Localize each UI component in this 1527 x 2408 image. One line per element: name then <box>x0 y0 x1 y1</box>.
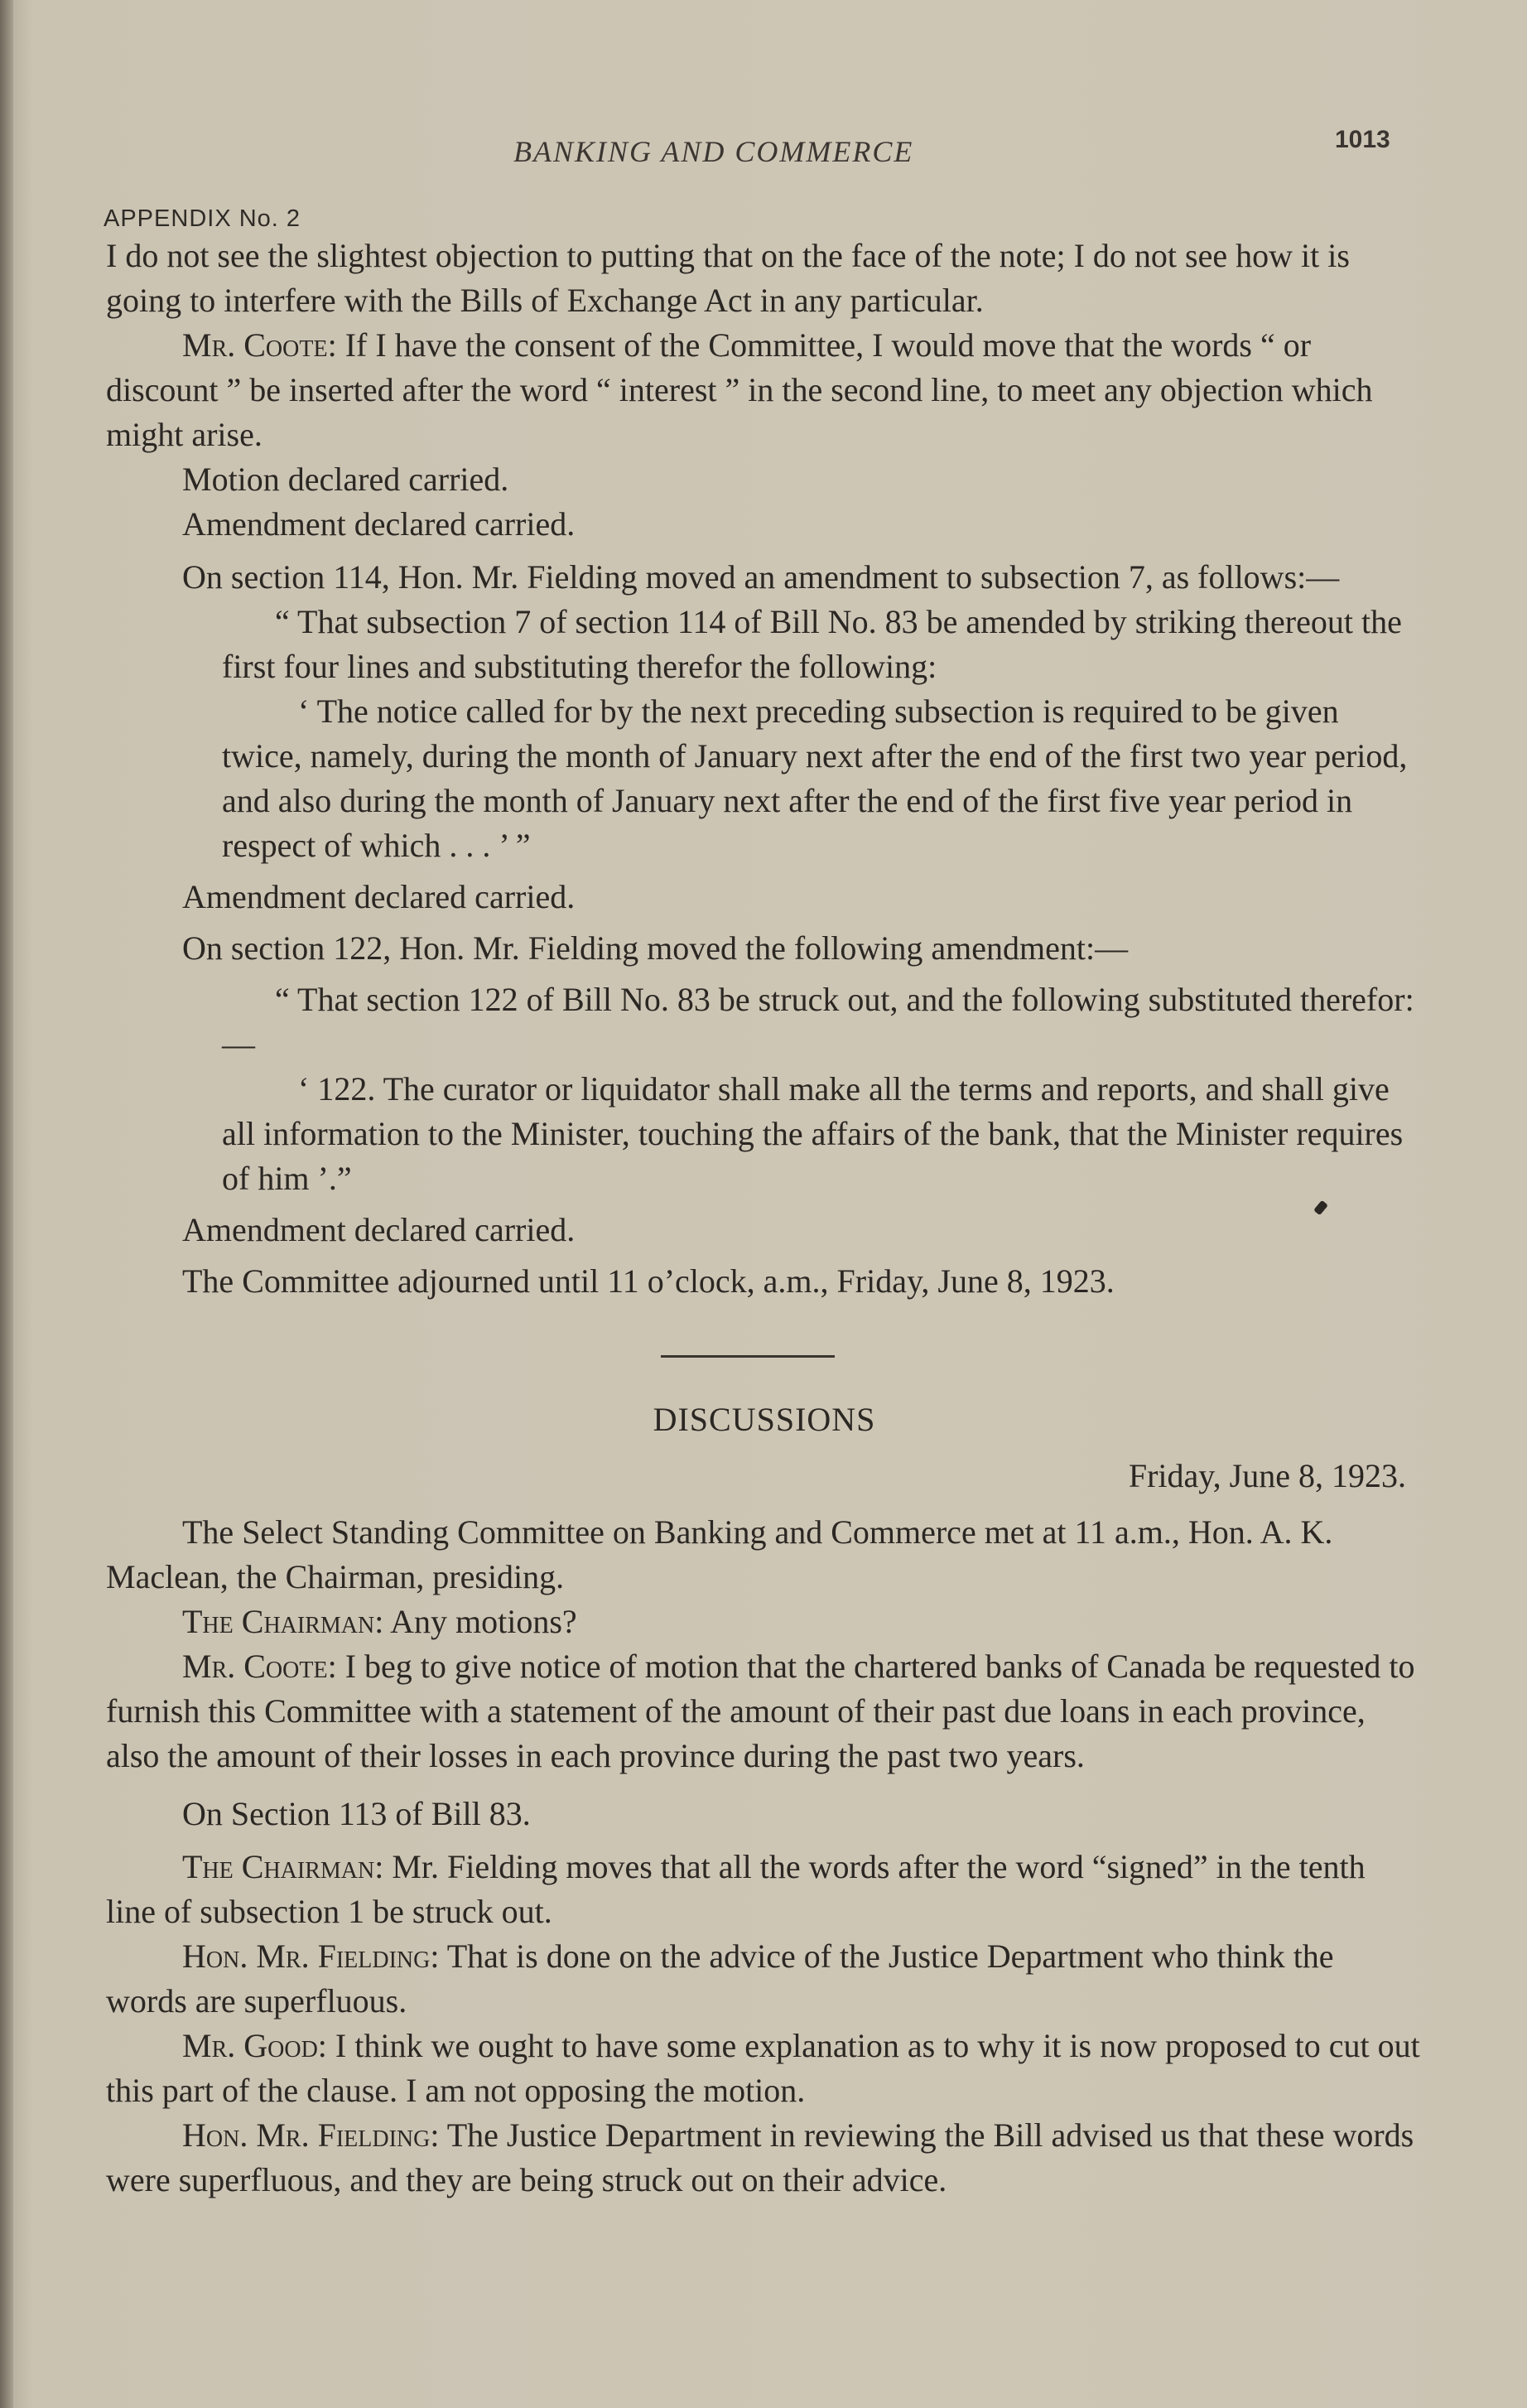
book-spine-edge <box>0 0 13 2408</box>
paragraph: Motion declared carried. <box>182 461 509 498</box>
speech-text: : That is done on the advice of the Justice Department who think the words are superfluous. <box>106 1937 1334 2020</box>
paragraph: On Section 113 of Bill 83. <box>182 1795 531 1832</box>
speaker-name: Mr. Coote <box>182 1648 328 1685</box>
quoted-amendment-inner: ‘ 122. The curator or liquidator shall make all the terms and reports, and shall give all information to the Minister, touching the affairs of the bank, that the Minister requires of him ’.” <box>222 1070 1404 1197</box>
speaker-name: Mr. Good <box>182 2027 318 2064</box>
speech-paragraph <box>106 1934 1423 2024</box>
section-divider <box>661 1355 835 1358</box>
speech-text: : Any motions? <box>374 1603 577 1640</box>
paragraph: On section 114, Hon. Mr. Fielding moved an amendment to subsection 7, as follows:— <box>182 558 1340 596</box>
quoted-amendment: “ That section 122 of Bill No. 83 be struck out, and the following substituted therefor:— <box>222 981 1414 1063</box>
section-heading: DISCUSSIONS <box>653 1401 876 1438</box>
speech-paragraph <box>106 1845 1423 1934</box>
speech-paragraph <box>106 2024 1423 2113</box>
paragraph: Amendment declared carried. <box>182 1211 576 1248</box>
quoted-amendment: “ That subsection 7 of section 114 of Bill No. 83 be amended by striking thereout the first four lines and substituting therefor the following: <box>222 603 1402 685</box>
speaker-name: Hon. Mr. Fielding <box>182 2116 431 2154</box>
paragraph: Amendment declared carried. <box>182 505 576 543</box>
speech-text: : I think we ought to have some explanation as to why it is now proposed to cut out this part of the clause. I am not opposing the motion. <box>106 2027 1420 2109</box>
speaker-name: The Chairman <box>182 1603 375 1640</box>
speech-text: : The Justice Department in reviewing the Bill advised us that these words were superfluous, and they are being struck out on their advice. <box>106 2116 1414 2198</box>
speech-paragraph <box>106 2113 1423 2203</box>
paragraph: I do not see the slightest objection to putting that on the face of the note; I do not see how it is going to interfere with the Bills of Exchange Act in any particular. <box>106 237 1350 319</box>
speech-text: : If I have the consent of the Committee, I would move that the words “ or discount ” be inserted after the word “ interest ” in the second line, to meet any objection which might arise. <box>106 326 1373 453</box>
date-line: Friday, June 8, 1923. <box>1128 1457 1406 1494</box>
paragraph: On section 122, Hon. Mr. Fielding moved the following amendment:— <box>182 929 1129 967</box>
quoted-amendment-inner: ‘ The notice called for by the next preceding subsection is required to be given twice, namely, during the month of January next after the end of the first two year period, and also during the month of January next after the end of the first five year period in respect of which . . . ’ ” <box>222 692 1408 864</box>
speaker-name: Mr. Coote <box>182 326 328 364</box>
speech-paragraph <box>106 1644 1423 1778</box>
page-body <box>106 234 1423 2203</box>
paragraph: Amendment declared carried. <box>182 878 576 915</box>
speech-paragraph <box>106 1600 1423 1644</box>
paragraph: The Committee adjourned until 11 o’clock, a.m., Friday, June 8, 1923. <box>182 1262 1115 1300</box>
speech-text: : Mr. Fielding moves that all the words after the word “signed” in the tenth line of subsection 1 be struck out. <box>106 1848 1366 1930</box>
paragraph: The Select Standing Committee on Banking and Commerce met at 11 a.m., Hon. A. K. Maclean, the Chairman, presiding. <box>106 1513 1333 1595</box>
speaker-name: Hon. Mr. Fielding <box>182 1937 431 1975</box>
appendix-label: APPENDIX No. 2 <box>104 205 301 232</box>
page-number: 1013 <box>1335 126 1390 153</box>
speech-text: : I beg to give notice of motion that the chartered banks of Canada be requested to furnish this Committee with a statement of the amount of their past due loans in each province, also the amount of their losses in each province during the past two years. <box>106 1648 1415 1774</box>
running-header-title: BANKING AND COMMERCE <box>513 135 914 168</box>
speaker-name: The Chairman <box>182 1848 375 1885</box>
speech-paragraph <box>106 323 1423 457</box>
